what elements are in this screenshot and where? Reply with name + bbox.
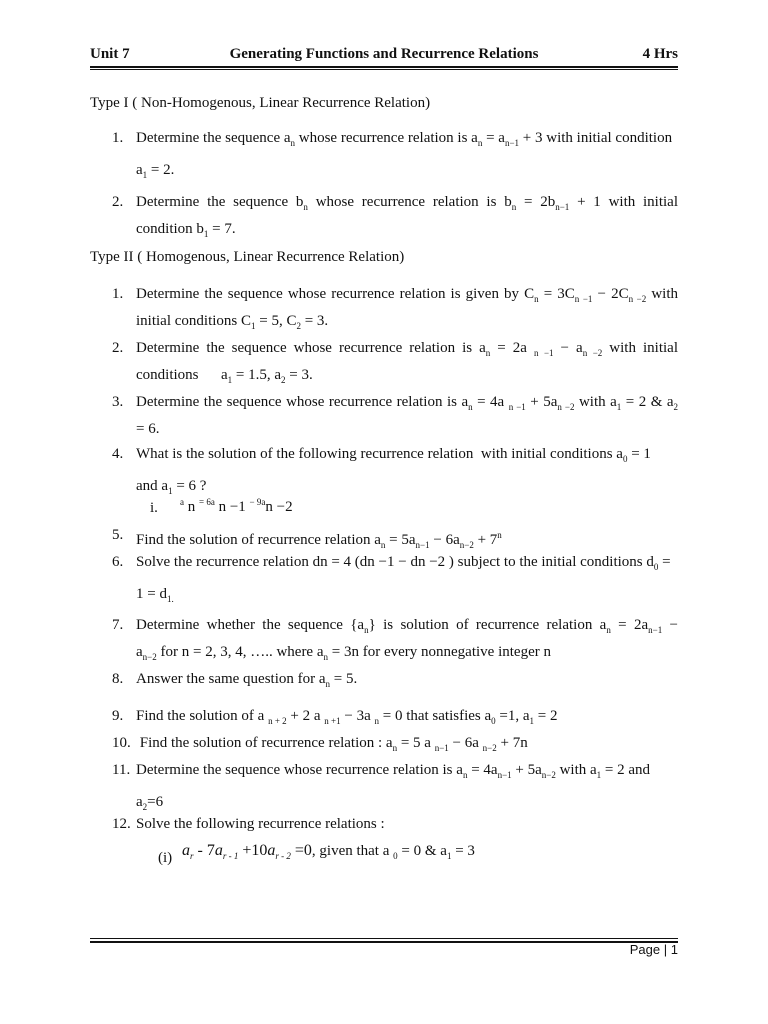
type2-item-4-sub-equation: $^a$ n $^{= 6a}$ n −1 $^{- 9a}$n −2	[180, 497, 293, 515]
unit-label: Unit 7	[90, 46, 130, 62]
footer-rule-bottom	[90, 941, 678, 943]
type2-item-4-sub-label: i.	[150, 500, 158, 516]
hours-label: 4 Hrs	[642, 46, 678, 62]
type1-title: Type I ( Non-Homogenous, Linear Recurrence Relation)	[90, 95, 431, 111]
header-rule-top	[90, 66, 678, 68]
page-title: Generating Functions and Recurrence Relations	[229, 46, 539, 62]
page-number: Page | 1	[629, 942, 678, 957]
page-header	[90, 46, 678, 66]
type2-item-12-sub-equation: $a_r - 7a_{r - 1} +10a_{r - 2} =0$, given that a $_0$ = 0 & $a_1 = 3$	[182, 842, 475, 862]
header-rule-bottom	[90, 69, 678, 70]
type2-title: Type II ( Homogenous, Linear Recurrence Relation)	[90, 249, 405, 265]
footer-rule-top	[90, 938, 678, 939]
type2-item-12-sub-label: (i)	[158, 850, 173, 866]
document-page: Unit 7 Generating Functions and Recurrence Relations 4 Hrs Type I ( Non-Homogenous, Linear Recurrence Relation) 1. Determine the sequence $a_n$ whose recurrence relation is $a_n = a_{n-1} + 3$ with initial condition $a_1 = 2$. 2. Determine the sequence $b_n$ whose recurrence relation is $b_n = 2b_{n-1} + 1$ with initial condition $b_1 = 7$. Type II ( Homogenous, Linear Recurrence Relation) 1. Determine the sequence whose recurrence relation is given by $C_n = 3C_{n -1} - 2C_{n -2}$ with initial conditions $C_1 = 5$, $C_2 = 3$. 2. Determine the sequence whose recurrence relation is $a_n = 2a$ $_{n -1} - a_{n -2}$ with initial conditions $a_1 = 1.5$, $a_2 = 3$. 3. Determine the sequence whose recurrence relation is $a_n = 4a$ $_{n -1} + 5a_{n -2}$ with $a_1 = 2$ & $a_2$ = 6. 4. What is the solution of the following recurrence relation with initial conditions $a_0 = 1$ and $a_1 = 6$ ? i. $^a$ n $^{= 6a}$ n −1 $^{- 9a}$n −2 5. Find the solution of recurrence relation $a_n = 5a_{n-1} - 6a_{n-2} + 7^n$ 6. Solve the recurrence relation dn = 4 (dn −1 − dn −2 ) subject to the initial conditions $d_0$ = $1 = d_{1.}$ 7. Determine whether the sequence $\{a_n\}$ is solution of recurrence relation $a_n = 2a_{n-1}$ − $a_{n-2}$ for n = 2, 3, 4, ….. where $a_n = 3n$ for every nonnegative integer n 8. Answer the same question for $a_n = 5$. 9. Find the solution of a $_{n + 2}$ + 2 a $_{n +1}$ − 3a $_n$ = 0 that satisfies $a_0 =1$, $a_1 = 2$ 10. Find the solution of recurrence relation : $a_n = 5$ a $_{n-1}$ − 6a $_{n-2}$ + 7n 11. Determine the sequence whose recurrence relation is $a_n = 4a_{n-1} + 5a_{n-2}$ with $a_1 = 2$ and $a_2=6$ 12. Solve the following recurrence relations : (i) $a_r - 7a_{r - 1} +10a_{r - 2} =0$, given that a $_0$ = 0 & $a_1 = 3$ Page | 1	[90, 46, 679, 957]
